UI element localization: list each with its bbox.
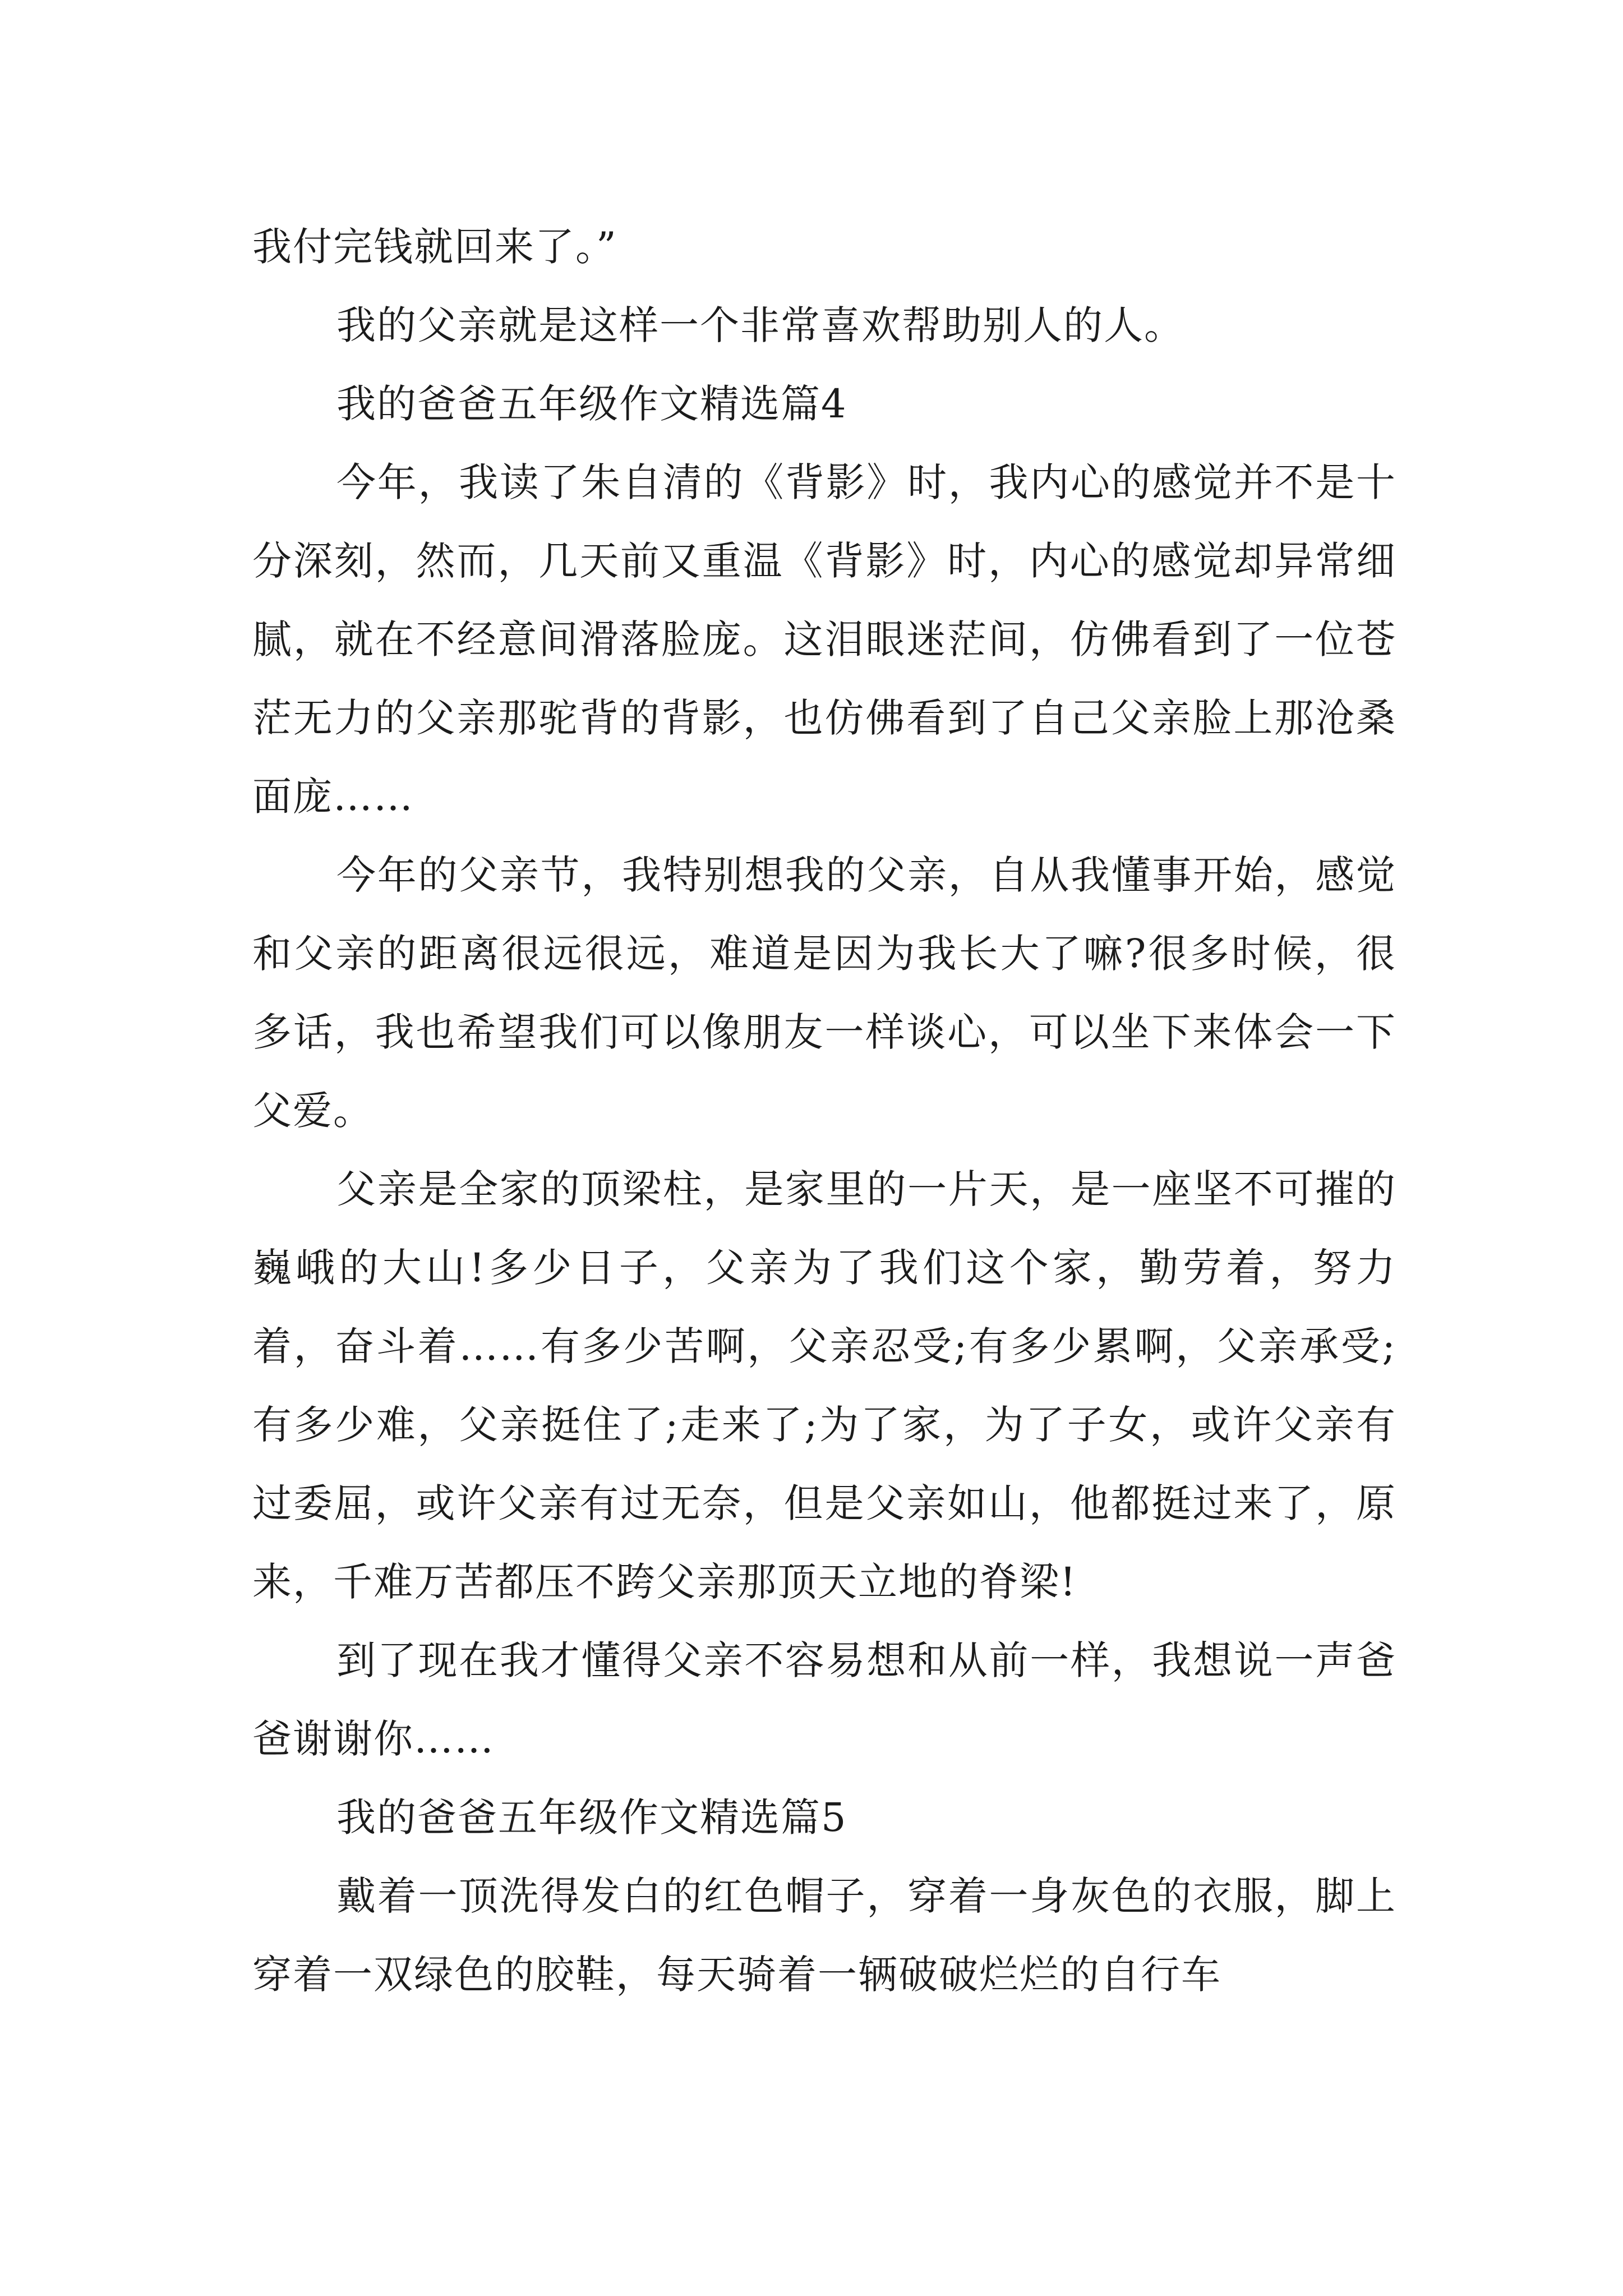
paragraph-5: 今年的父亲节，我特别想我的父亲，自从我懂事开始，感觉和父亲的距离很远很远，难道是因为我长大了嘛?很多时候，很多话，我也希望我们可以像朋友一样谈心，可以坐下来体会一下父爱。 [252, 852, 1396, 1134]
paragraph-9: 戴着一顶洗得发白的红色帽子，穿着一身灰色的衣服，脚上穿着一双绿色的胶鞋，每天骑着一辆破破烂烂的自行车 [252, 1873, 1396, 1998]
paragraph-6: 父亲是全家的顶梁柱，是家里的一片天，是一座坚不可摧的巍峨的大山!多少日子，父亲为了我们这个家，勤劳着，努力着，奋斗着……有多少苦啊，父亲忍受;有多少累啊，父亲承受;有多少难，父亲挺住了;走来了;为了家，为了子女，或许父亲有过委屈，或许父亲有过无奈，但是父亲如山，他都挺过来了，原来，千难万苦都压不跨父亲那顶天立地的脊梁! [252, 1166, 1396, 1605]
paragraph-4: 今年，我读了朱自清的《背影》时，我内心的感觉并不是十分深刻，然而，几天前又重温《背影》时，内心的感觉却异常细腻，就在不经意间滑落脸庞。这泪眼迷茫间，仿佛看到了一位苍茫无力的父亲那驼背的背影，也仿佛看到了自己父亲脸上那沧桑面庞…… [252, 459, 1396, 820]
paragraph-1: 我付完钱就回来了。” [252, 224, 617, 270]
section-heading-5: 我的爸爸五年级作文精选篇5 [336, 1795, 847, 1841]
paragraph-2: 我的父亲就是这样一个非常喜欢帮助别人的人。 [336, 302, 1184, 348]
section-heading-4: 我的爸爸五年级作文精选篇4 [336, 381, 847, 427]
document-body [252, 208, 1396, 2014]
paragraph-7: 到了现在我才懂得父亲不容易想和从前一样，我想说一声爸爸谢谢你…… [252, 1637, 1396, 1762]
